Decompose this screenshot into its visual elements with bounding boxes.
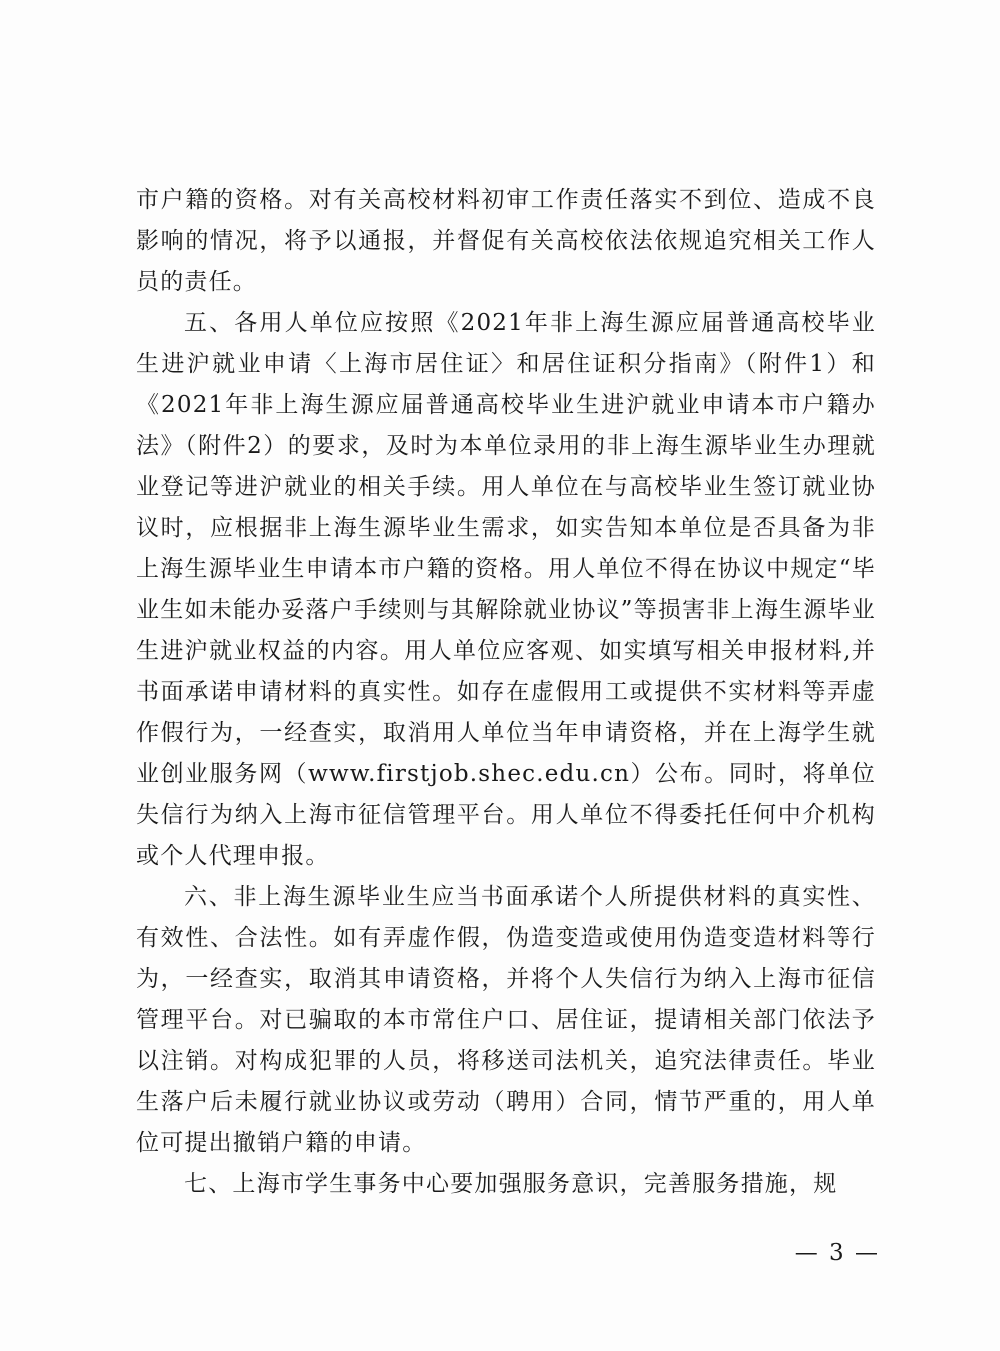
- document-body: [136, 180, 876, 1205]
- paragraph-continuation: 市户籍的资格。对有关高校材料初审工作责任落实不到位、造成不良影响的情况，将予以通报，并督促有关高校依法依规追究相关工作人员的责任。: [136, 187, 876, 295]
- paragraph-item-seven: 七、上海市学生事务中心要加强服务意识，完善服务措施，规: [184, 1171, 838, 1197]
- page-number: — 3 —: [794, 1240, 880, 1266]
- paragraph-item-five: 五、各用人单位应按照《2021年非上海生源应届普通高校毕业生进沪就业申请〈上海市居住证〉和居住证积分指南》（附件1）和《2021年非上海生源应届普通高校毕业生进沪就业申请本市户籍办法》（附件2）的要求，及时为本单位录用的非上海生源毕业生办理就业登记等进沪就业的相关手续。用人单位在与高校毕业生签订就业协议时，应根据非上海生源毕业生需求，如实告知本单位是否具备为非上海生源毕业生申请本市户籍的资格。用人单位不得在协议中规定“毕业生如未能办妥落户手续则与其解除就业协议”等损害非上海生源毕业生进沪就业权益的内容。用人单位应客观、如实填写相关申报材料,并书面承诺申请材料的真实性。如存在虚假用工或提供不实材料等弄虚作假行为，一经查实，取消用人单位当年申请资格，并在上海学生就业创业服务网（www.firstjob.shec.edu.cn）公布。同时，将单位失信行为纳入上海市征信管理平台。用人单位不得委托任何中介机构或个人代理申报。: [136, 310, 876, 869]
- paragraph-item-six: 六、非上海生源毕业生应当书面承诺个人所提供材料的真实性、有效性、合法性。如有弄虚作假，伪造变造或使用伪造变造材料等行为，一经查实，取消其申请资格，并将个人失信行为纳入上海市征信管理平台。对已骗取的本市常住户口、居住证，提请相关部门依法予以注销。对构成犯罪的人员，将移送司法机关，追究法律责任。毕业生落户后未履行就业协议或劳动（聘用）合同，情节严重的，用人单位可提出撤销户籍的申请。: [136, 884, 876, 1156]
